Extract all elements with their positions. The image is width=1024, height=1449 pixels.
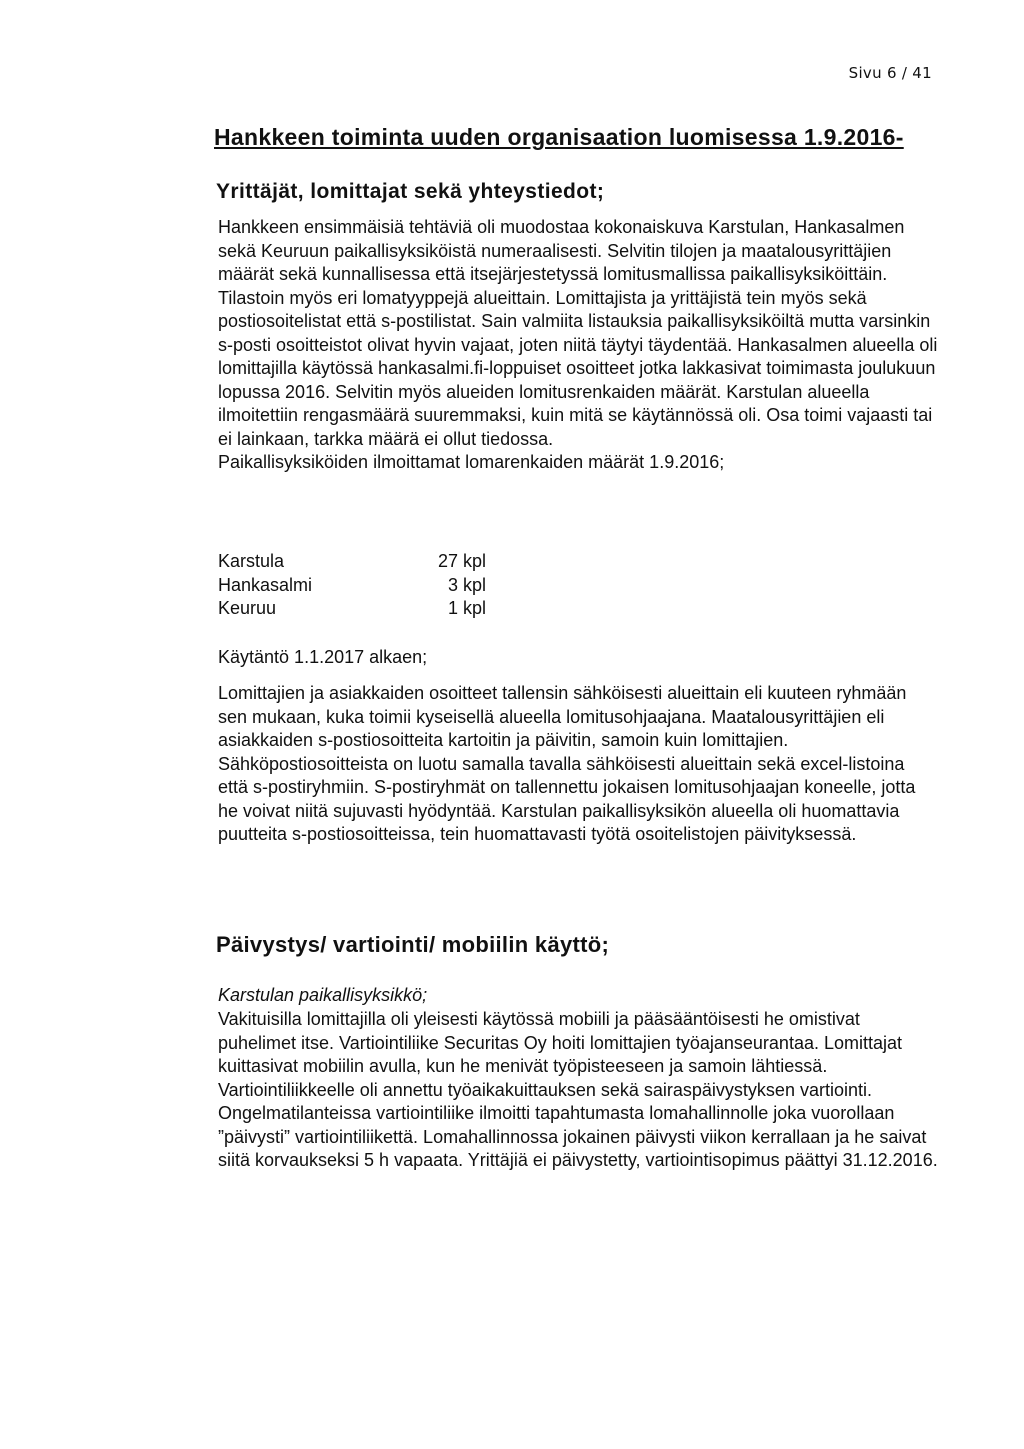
intro-paragraph: Hankkeen ensimmäisiä tehtäviä oli muodostaa kokonaiskuva Karstulan, Hankasalmen sekä Keuruun paikallisyksiköistä numeraalisesti. Selvitin tilojen ja maatalousyrittäjien määrät sekä kunnallisessa että itsejärjestetyssä lomitusmallissa paikallisyksiköittäin. Tilastoin myös eri lomatyyppejä alueittain. Lomittajista ja yrittäjistä tein myös sekä postiosoitelistat että s-postilistat. Sain valmiita listauksia paikallisyksiköiltä mutta varsinkin s-posti osoitteistot olivat hyvin vajaat, joten niitä täytyi täydentää. Hankasalmen alueella oli lomittajilla käytössä hankasalmi.fi-loppuiset osoitteet jotka lakkasivat toimimasta joulukuun lopussa 2016. Selvitin myös alueiden lomitusrenkaiden määrät. Karstulan alueella ilmoitettiin rengasmäärä suuremmaksi, kuin mitä se käytännössä oli. Osa toimi vajaasti tai ei lainkaan, tarkka määrä ei ollut tiedossa. [218, 217, 938, 449]
rings-table [218, 550, 486, 621]
table-row [218, 550, 486, 574]
duty-paragraph: Vakituisilla lomittajilla oli yleisesti käytössä mobiili ja pääsääntöisesti he omistivat puhelimet itse. Vartiointiliike Securitas Oy hoiti lomittajien työajanseurantaa. Lomittajat kuittasivat mobiilin avulla, kun he menivät työpisteeseen ja samoin lähtiessä. Vartiointiliikkeelle oli annettu työaikakuittauksen sekä sairaspäivystyksen vartiointi. Ongelmatilanteissa vartiointiliike ilmoitti tapahtumasta lomahallinnolle joka vuorollaan ”päivysti” vartiointiliikettä. Lomahallinnossa jokainen päivysti viikon kerrallaan ja he saivat siitä korvaukseksi 5 h vapaata. Yrittäjiä ei päivystetty, vartiointisopimus päättyi 31.12.2016. [218, 1009, 938, 1170]
table-cell-place: Karstula [218, 551, 285, 571]
table-cell-place: Keuruu [218, 598, 277, 618]
page-number: Sivu 6 / 41 [848, 64, 932, 82]
table-row [218, 597, 486, 621]
table-cell-place: Hankasalmi [218, 574, 313, 595]
rings-heading: Paikallisyksiköiden ilmoittamat lomarenkaiden määrät 1.9.2016; [218, 452, 725, 472]
practice-section [218, 682, 938, 847]
practice-heading: Käytäntö 1.1.2017 alkaen; [218, 647, 428, 667]
practice-paragraph: Lomittajien ja asiakkaiden osoitteet tallensin sähköisesti alueittain eli kuuteen ryhmään sen mukaan, kuka toimii kyseisellä alueella lomitusohjaajana. Maatalousyrittäjien eli asiakkaiden s-postiosoitteita kartoitin ja päivitin, samoin kuin lomittajien. Sähköpostiosoitteista on luotu samalla tavalla sähköisesti alueittain sekä excel-listoina että s-postiryhmiin. S-postiryhmät on tallennettu jokaisen lomitusohjaajan koneelle, jotta he voivat niitä sujuvasti hyödyntää. Karstulan paikallisyksikön alueella oli huomattavia puutteita s-postiosoitteissa, tein huomattavasti työtä osoitelistojen päivityksessä. [218, 683, 916, 844]
duty-unit-heading: Karstulan paikallisyksikkö; [218, 985, 428, 1005]
table-row [218, 574, 486, 598]
table-cell-count: 27 kpl [437, 551, 486, 571]
duty-section-heading: Päivystys/ vartiointi/ mobiilin käyttö; [216, 932, 610, 957]
page-title: Hankkeen toiminta uuden organisaation luomisessa 1.9.2016- [214, 124, 904, 150]
table-cell-count: 3 kpl [447, 574, 486, 595]
intro-section [218, 216, 938, 475]
table-cell-count: 1 kpl [447, 598, 486, 618]
section-subtitle: Yrittäjät, lomittajat sekä yhteystiedot; [216, 180, 605, 203]
duty-section [218, 1008, 938, 1173]
